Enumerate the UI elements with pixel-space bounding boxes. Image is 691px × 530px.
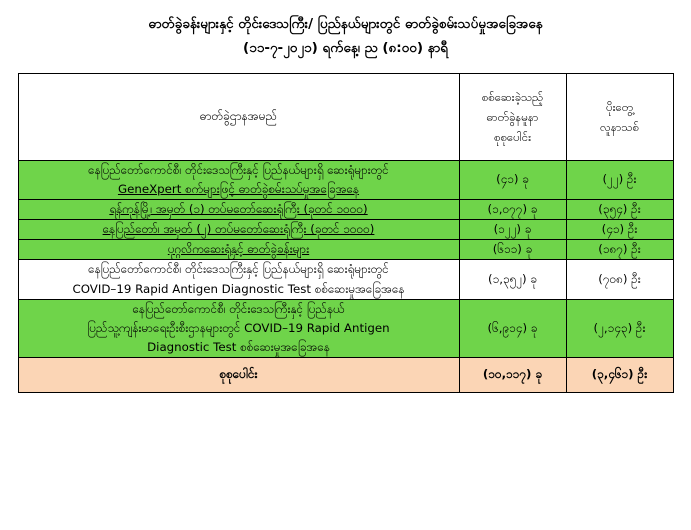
title-line-2: (၁၁-၇-၂၀၂၁) ရက်နေ့၊ ည (၈:၀၀) နာရီ [243, 39, 448, 56]
row-positive-count: (၂,၁၄၃) ဦး [566, 299, 673, 357]
row-positive-count: (၁၈၇) ဦး [566, 240, 673, 260]
header-positive-count [566, 73, 673, 160]
row-description [18, 260, 459, 299]
document-title-block [0, 0, 691, 65]
row-description [18, 220, 459, 240]
row-tested-count: (၁၂၂) ခု [459, 220, 566, 240]
table-header [18, 73, 673, 160]
row-description-line: နေပြည်တော်ကောင်စီ၊ တိုင်းဒေသကြီးနှင့် ပြည်နယ်များရှိ ဆေးရုံများတွင် [88, 262, 389, 277]
row-tested-count: (၁,၀၇၇) ခု [459, 200, 566, 220]
table-row [18, 299, 673, 357]
table-row [18, 160, 673, 199]
row-description-line: GeneXpert စက်များဖြင့် ဓာတ်ခွဲစမ်းသပ်မှုအခြေအနေ [117, 181, 360, 196]
row-description [18, 160, 459, 199]
table-row [18, 240, 673, 260]
row-description [18, 200, 459, 220]
table-total-row [18, 357, 673, 392]
row-description-line: နေပြည်တော်ကောင်စီ၊ တိုင်းဒေသကြီးနှင့် ပြည်နယ်များရှိ ဆေးရုံများတွင် [88, 162, 389, 177]
row-description-line: နေပြည်တော်၊ အမှတ် (၂) တပ်မတော်ဆေးရုံကြီး (ခုတင် ၁၀၀၀) [102, 222, 375, 237]
row-positive-count: (၇၀၈) ဦး [566, 260, 673, 299]
row-description-line: ပြည်သူ့ကျန်းမာရေးဦးစီးဌာနများတွင် COVID–19 Rapid Antigen [87, 320, 390, 335]
lab-testing-table [18, 73, 674, 393]
row-positive-count: (၃၅၄) ဦး [566, 200, 673, 220]
row-description-line: COVID–19 Rapid Antigen Diagnostic Test စစ်ဆေးမှုအခြေအနေ [72, 281, 405, 296]
total-tested-count: (၁၀,၁၁၇) ခု [459, 357, 566, 392]
header-tested-line-1: စစ်ဆေးခဲ့သည့် [481, 89, 544, 104]
table-body [18, 160, 673, 392]
row-tested-count: (၁,၃၅၂) ခု [459, 260, 566, 299]
header-description-label: ဓာတ်ခွဲဌာနအမည် [199, 109, 278, 124]
row-description-line: Diagnostic Test စစ်ဆေးမှုအခြေအနေ [147, 339, 330, 354]
row-description-line: ပုဂ္ဂလိကဆေးရုံနှင့် ဓာတ်ခွဲခန်းများ [167, 242, 310, 257]
table-row [18, 220, 673, 240]
row-tested-count: (၄၁) ခု [459, 160, 566, 199]
row-tested-count: (၆,၉၁၄) ခု [459, 299, 566, 357]
row-tested-count: (၆၁၁) ခု [459, 240, 566, 260]
header-tested-line-3: စုစုပေါင်း [493, 129, 532, 144]
total-positive-count: (၃,၄၆၁) ဦး [566, 357, 673, 392]
table-row [18, 200, 673, 220]
header-tested-line-2: ဓာတ်ခွဲနမူနာ [486, 109, 539, 124]
total-label: စုစုပေါင်း [18, 357, 459, 392]
header-tested-count [459, 73, 566, 160]
title-line-1: ဓာတ်ခွဲခန်းများနှင့် တိုင်းဒေသကြီး/ ပြည်နယ်များတွင် ဓာတ်ခွဲစမ်းသပ်မှုအခြေအနေ [148, 16, 543, 32]
row-description-line: ရန်ကုန်မြို့၊ အမှတ် (၁) တပ်မတော်ဆေးရုံကြီး (ခုတင် ၁၀၀၀) [109, 202, 368, 217]
table-header-row [18, 73, 673, 160]
header-positive-line-1: ပိုးတွေ့ [606, 99, 633, 114]
row-positive-count: (၄၁) ဦး [566, 220, 673, 240]
row-description-line: နေပြည်တော်ကောင်စီ၊ တိုင်းဒေသကြီးနှင့် ပြည်နယ် [132, 301, 345, 316]
header-positive-line-2: လူနာသစ် [599, 119, 640, 134]
row-description [18, 299, 459, 357]
row-description [18, 240, 459, 260]
row-positive-count: (၂၂) ဦး [566, 160, 673, 199]
table-row [18, 260, 673, 299]
header-description [18, 73, 459, 160]
